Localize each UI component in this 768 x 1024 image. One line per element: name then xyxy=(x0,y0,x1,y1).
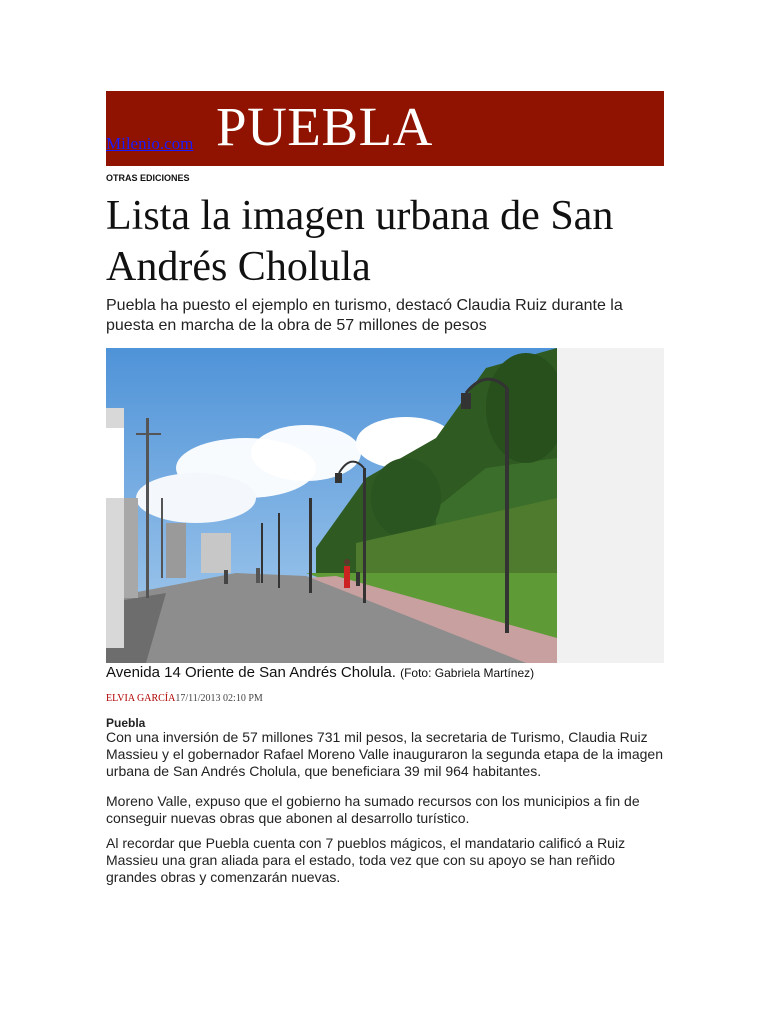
body-paragraph-2: Moreno Valle, expuso que el gobierno ha sumado recursos con los municipios a fin de conseguir nuevas obras que abonen al desarrollo turístico. xyxy=(106,793,640,826)
caption-text: Avenida 14 Oriente de San Andrés Cholula. xyxy=(106,664,396,681)
article-photo xyxy=(106,348,557,663)
body-paragraph-1: Con una inversión de 57 millones 731 mil pesos, la secretaria de Turismo, Claudia Ruiz Massieu y el gobernador Rafael Moreno Valle inauguraron la segunda etapa de la imagen urbana de San Andrés Cholula, que beneficiara 39 mil 964 habitantes. xyxy=(106,729,663,779)
photo-credit: (Foto: Gabriela Martínez) xyxy=(400,666,535,680)
masthead-title: PUEBLA xyxy=(216,96,433,157)
body-paragraph-3: Al recordar que Puebla cuenta con 7 pueblos mágicos, el mandatario calificó a Ruiz Massieu una gran aliada para el estado, toda vez que con su apoyo se han reñido grandes obras y comenzarán nuevas. xyxy=(106,835,626,885)
article-photo-frame xyxy=(106,348,664,663)
section-label[interactable]: OTRAS EDICIONES xyxy=(106,173,190,183)
article-headline: Lista la imagen urbana de San Andrés Cholula xyxy=(106,193,614,290)
milenio-home-link[interactable]: Milenio.com xyxy=(106,134,194,153)
byline xyxy=(106,693,263,704)
timestamp: 17/11/2013 02:10 PM xyxy=(175,693,263,704)
article-deck: Puebla ha puesto el ejemplo en turismo, destacó Claudia Ruiz durante la puesta en marcha de la obra de 57 millones de pesos xyxy=(106,297,623,334)
photo-caption xyxy=(106,664,534,681)
masthead-banner xyxy=(106,91,664,166)
dateline: Puebla xyxy=(106,716,146,730)
author-name[interactable]: ELVIA GARCÍA xyxy=(106,693,176,704)
